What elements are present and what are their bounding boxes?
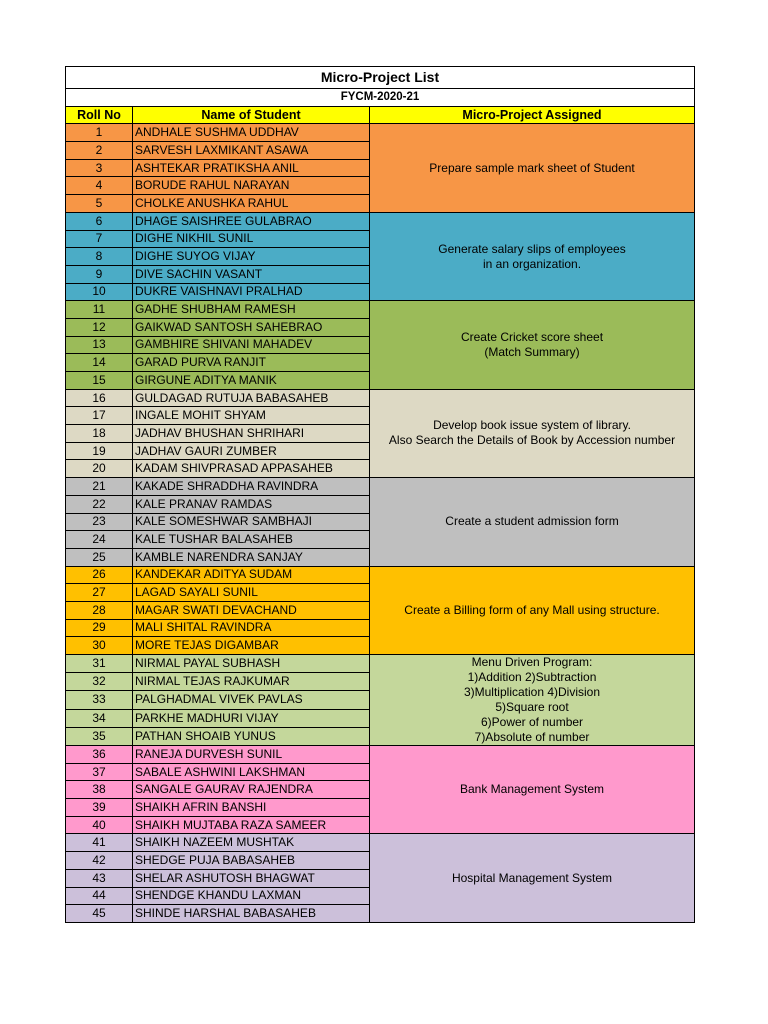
roll-number: 33: [66, 691, 133, 709]
roll-number: 17: [66, 407, 133, 425]
roll-number: 22: [66, 495, 133, 513]
project-line: Also Search the Details of Book by Accession number: [388, 433, 676, 448]
student-name: SHEDGE PUJA BABASAHEB: [133, 852, 370, 870]
student-name: GAIKWAD SANTOSH SAHEBRAO: [133, 318, 370, 336]
roll-number: 37: [66, 763, 133, 781]
project-line: (Match Summary): [484, 344, 580, 359]
student-name: PARKHE MADHURI VIJAY: [133, 709, 370, 727]
student-row: [66, 124, 695, 142]
project-line: Generate salary slips of employees: [438, 241, 626, 256]
roll-number: 15: [66, 372, 133, 390]
student-name: DIGHE SUYOG VIJAY: [133, 248, 370, 266]
roll-number: 5: [66, 195, 133, 213]
roll-number: 21: [66, 478, 133, 496]
student-row: [66, 746, 695, 764]
project-assignment: [370, 478, 695, 566]
student-row: [66, 212, 695, 230]
roll-number: 43: [66, 869, 133, 887]
project-line: Bank Management System: [459, 782, 605, 797]
roll-number: 27: [66, 584, 133, 602]
micro-project-table: [65, 66, 695, 923]
project-line: Prepare sample mark sheet of Student: [429, 160, 635, 175]
student-name: SANGALE GAURAV RAJENDRA: [133, 781, 370, 799]
student-name: ASHTEKAR PRATIKSHA ANIL: [133, 159, 370, 177]
student-name: DHAGE SAISHREE GULABRAO: [133, 212, 370, 230]
project-assignment: [370, 566, 695, 654]
roll-number: 12: [66, 318, 133, 336]
project-line: 3)Multiplication 4)Division: [463, 685, 601, 699]
student-name: DIVE SACHIN VASANT: [133, 265, 370, 283]
roll-number: 45: [66, 905, 133, 923]
subtitle-row: [66, 89, 695, 107]
roll-number: 34: [66, 709, 133, 727]
roll-number: 9: [66, 265, 133, 283]
roll-number: 29: [66, 619, 133, 637]
project-line: 5)Square root: [495, 700, 569, 714]
roll-number: 20: [66, 460, 133, 478]
student-name: KAMBLE NARENDRA SANJAY: [133, 548, 370, 566]
header-row: [66, 106, 695, 124]
student-name: DIGHE NIKHIL SUNIL: [133, 230, 370, 248]
student-name: KADAM SHIVPRASAD APPASAHEB: [133, 460, 370, 478]
student-name: CHOLKE ANUSHKA RAHUL: [133, 195, 370, 213]
roll-number: 26: [66, 566, 133, 584]
page-title: Micro-Project List: [66, 67, 695, 89]
roll-number: 39: [66, 799, 133, 817]
roll-number: 30: [66, 637, 133, 655]
student-name: GULDAGAD RUTUJA BABASAHEB: [133, 389, 370, 407]
student-name: SHAIKH AFRIN BANSHI: [133, 799, 370, 817]
project-line: Develop book issue system of library.: [433, 418, 631, 433]
student-row: [66, 301, 695, 319]
project-assignment: [370, 834, 695, 922]
student-name: SHINDE HARSHAL BABASAHEB: [133, 905, 370, 923]
student-name: MALI SHITAL RAVINDRA: [133, 619, 370, 637]
student-name: JADHAV GAURI ZUMBER: [133, 442, 370, 460]
roll-number: 23: [66, 513, 133, 531]
roll-number: 42: [66, 852, 133, 870]
student-row: [66, 478, 695, 496]
roll-number: 19: [66, 442, 133, 460]
student-name: KALE SOMESHWAR SAMBHAJI: [133, 513, 370, 531]
project-line: in an organization.: [482, 256, 582, 271]
roll-number: 7: [66, 230, 133, 248]
student-name: SHAIKH MUJTABA RAZA SAMEER: [133, 816, 370, 834]
roll-number: 28: [66, 601, 133, 619]
roll-number: 38: [66, 781, 133, 799]
header-student-name: Name of Student: [133, 106, 370, 124]
roll-number: 24: [66, 531, 133, 549]
roll-number: 36: [66, 746, 133, 764]
student-row: [66, 566, 695, 584]
student-name: KAKADE SHRADDHA RAVINDRA: [133, 478, 370, 496]
project-line: Create a Billing form of any Mall using structure.: [404, 602, 660, 617]
student-name: SHAIKH NAZEEM MUSHTAK: [133, 834, 370, 852]
roll-number: 6: [66, 212, 133, 230]
title-row: [66, 67, 695, 89]
student-name: SARVESH LAXMIKANT ASAWA: [133, 142, 370, 160]
roll-number: 25: [66, 548, 133, 566]
student-name: GAMBHIRE SHIVANI MAHADEV: [133, 336, 370, 354]
header-project: Micro-Project Assigned: [370, 106, 695, 124]
project-assignment: [370, 389, 695, 477]
student-name: GIRGUNE ADITYA MANIK: [133, 372, 370, 390]
project-line: Create Cricket score sheet: [460, 329, 604, 344]
student-name: KALE TUSHAR BALASAHEB: [133, 531, 370, 549]
student-name: DUKRE VAISHNAVI PRALHAD: [133, 283, 370, 301]
roll-number: 13: [66, 336, 133, 354]
project-assignment: [370, 212, 695, 300]
project-line: Create a student admission form: [445, 514, 619, 529]
roll-number: 35: [66, 727, 133, 745]
roll-number: 41: [66, 834, 133, 852]
student-name: NIRMAL PAYAL SUBHASH: [133, 655, 370, 673]
roll-number: 16: [66, 389, 133, 407]
student-name: ANDHALE SUSHMA UDDHAV: [133, 124, 370, 142]
roll-number: 11: [66, 301, 133, 319]
roll-number: 31: [66, 655, 133, 673]
student-name: SHENDGE KHANDU LAXMAN: [133, 887, 370, 905]
project-assignment: [370, 124, 695, 212]
roll-number: 4: [66, 177, 133, 195]
roll-number: 10: [66, 283, 133, 301]
roll-number: 44: [66, 887, 133, 905]
student-name: INGALE MOHIT SHYAM: [133, 407, 370, 425]
student-name: LAGAD SAYALI SUNIL: [133, 584, 370, 602]
roll-number: 1: [66, 124, 133, 142]
student-row: [66, 834, 695, 852]
student-name: PATHAN SHOAIB YUNUS: [133, 727, 370, 745]
project-line: Menu Driven Program:: [471, 655, 593, 669]
student-name: KALE PRANAV RAMDAS: [133, 495, 370, 513]
student-name: SABALE ASHWINI LAKSHMAN: [133, 763, 370, 781]
header-roll-no: Roll No: [66, 106, 133, 124]
student-row: [66, 655, 695, 673]
roll-number: 40: [66, 816, 133, 834]
project-line: 7)Absolute of number: [474, 730, 590, 744]
student-name: GARAD PURVA RANJIT: [133, 354, 370, 372]
student-name: MORE TEJAS DIGAMBAR: [133, 637, 370, 655]
student-name: RANEJA DURVESH SUNIL: [133, 746, 370, 764]
roll-number: 8: [66, 248, 133, 266]
project-assignment: [370, 301, 695, 389]
project-assignment: [370, 746, 695, 834]
roll-number: 32: [66, 673, 133, 691]
project-line: 6)Power of number: [480, 715, 584, 729]
project-line: Hospital Management System: [451, 870, 613, 885]
student-name: BORUDE RAHUL NARAYAN: [133, 177, 370, 195]
roll-number: 18: [66, 425, 133, 443]
student-name: PALGHADMAL VIVEK PAVLAS: [133, 691, 370, 709]
project-assignment: [370, 655, 695, 746]
student-name: MAGAR SWATI DEVACHAND: [133, 601, 370, 619]
roll-number: 14: [66, 354, 133, 372]
student-row: [66, 389, 695, 407]
student-name: JADHAV BHUSHAN SHRIHARI: [133, 425, 370, 443]
student-name: GADHE SHUBHAM RAMESH: [133, 301, 370, 319]
class-year-label: FYCM-2020-21: [66, 89, 695, 107]
student-name: SHELAR ASHUTOSH BHAGWAT: [133, 869, 370, 887]
roll-number: 2: [66, 142, 133, 160]
project-line: 1)Addition 2)Subtraction: [467, 670, 597, 684]
student-name: NIRMAL TEJAS RAJKUMAR: [133, 673, 370, 691]
student-name: KANDEKAR ADITYA SUDAM: [133, 566, 370, 584]
roll-number: 3: [66, 159, 133, 177]
